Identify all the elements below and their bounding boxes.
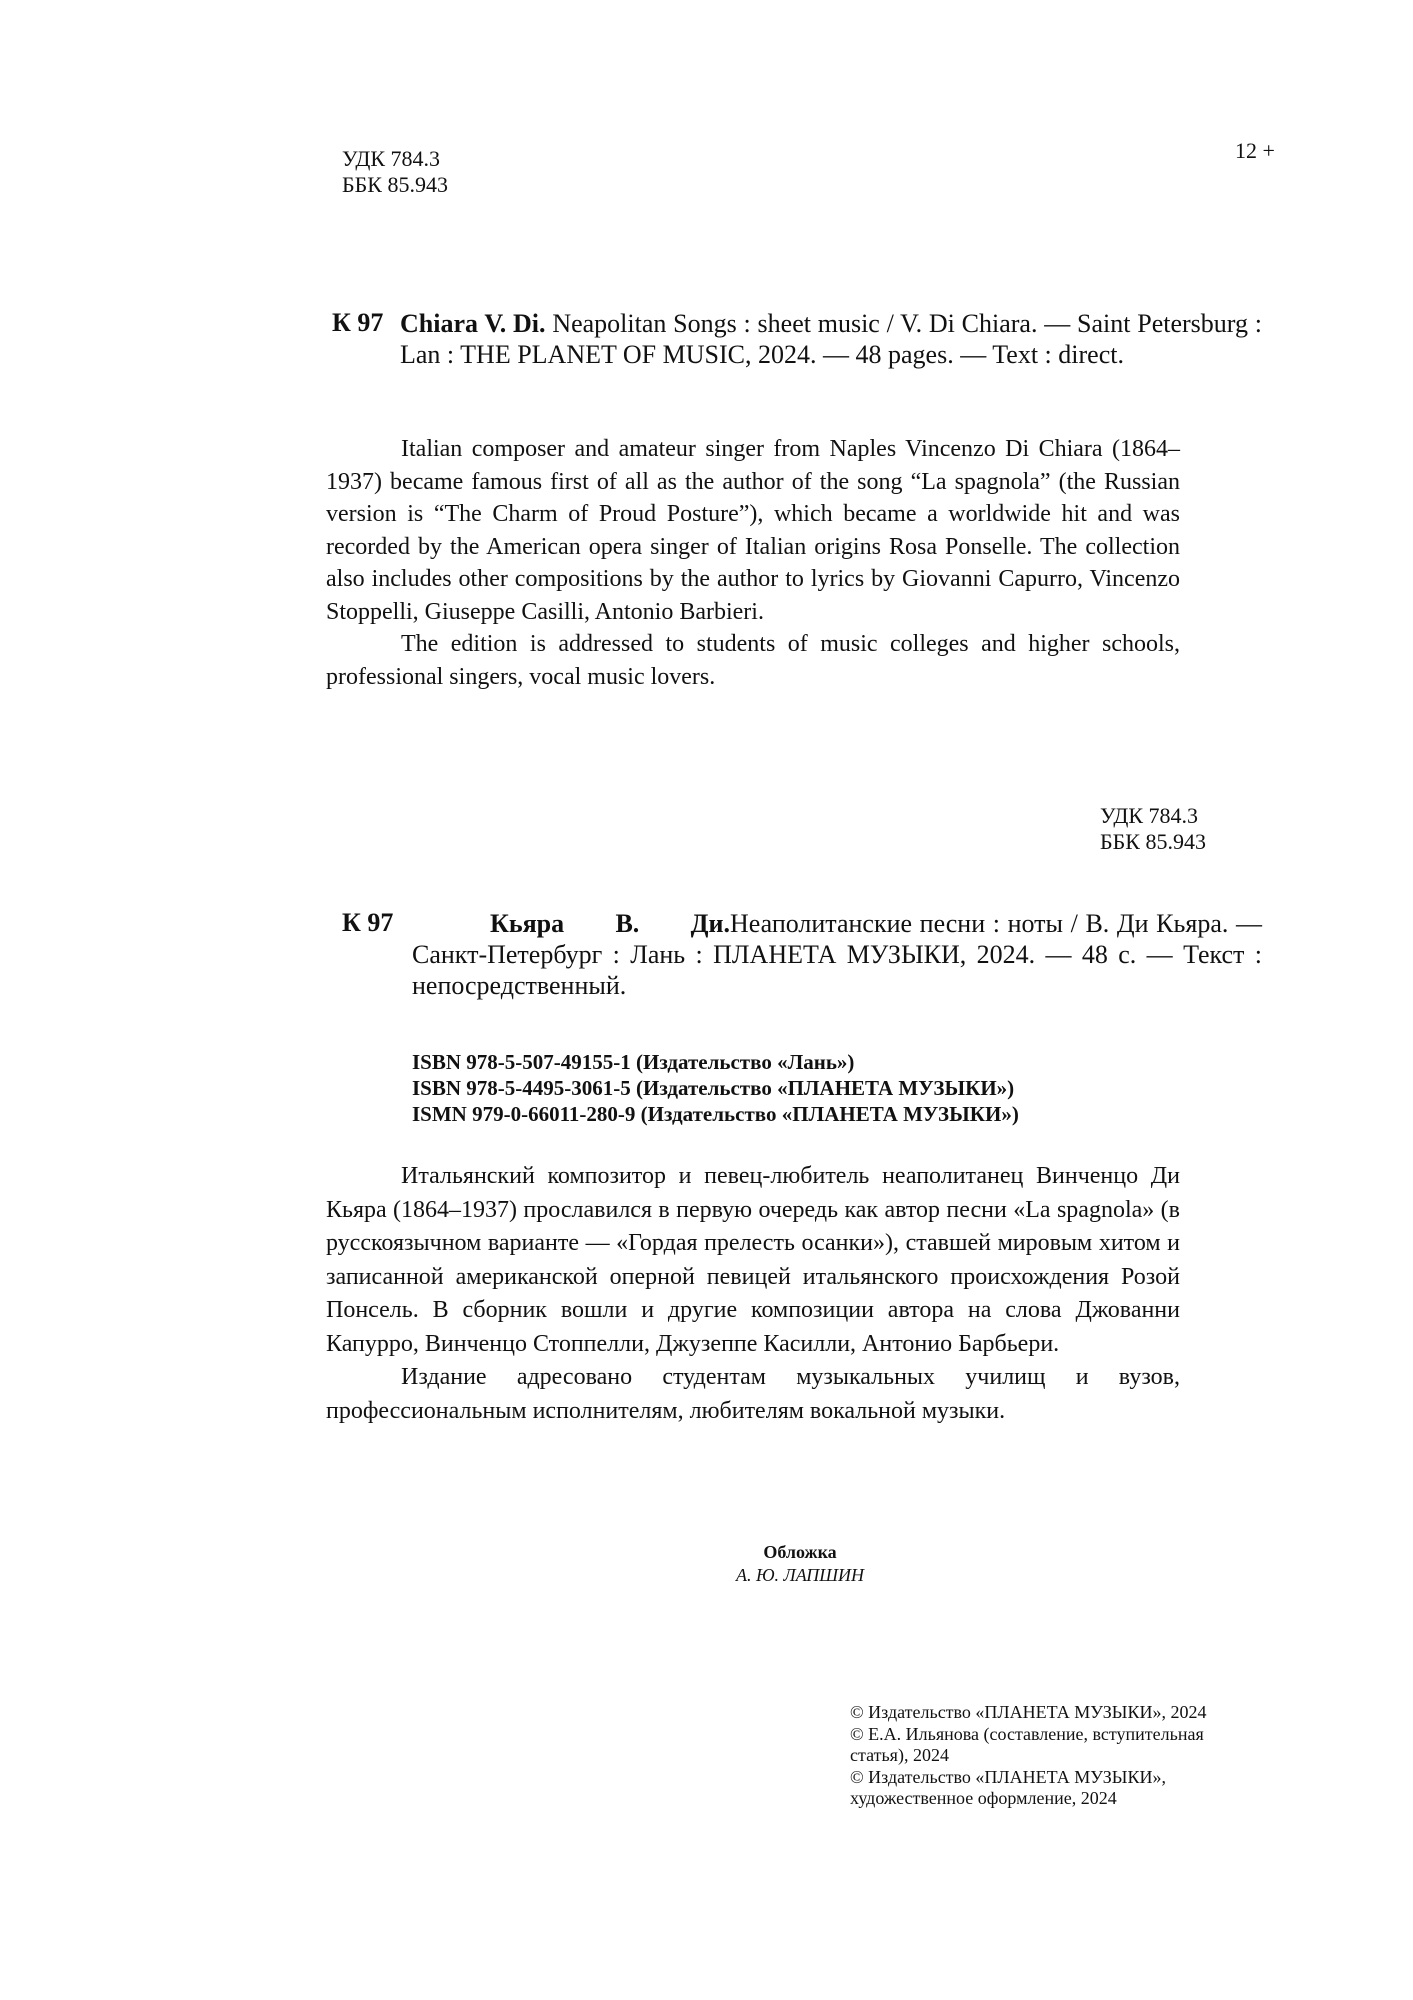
bbk-en: ББК 85.943: [342, 172, 448, 197]
isbn-list: [412, 1049, 1019, 1127]
annotation-en-p2: The edition is addressed to students of music colleges and higher schools, professional singers, vocal music lovers.: [326, 631, 1180, 690]
copyright-1: © Издательство «ПЛАНЕТА МУЗЫКИ», 2024: [850, 1702, 1207, 1722]
citation-ru: [412, 908, 1262, 1001]
citation-text-en: Neapolitan Songs : sheet music / V. Di Chiara. — Saint Petersburg : Lan : THE PLANET OF MUSIC, 2024. — 48 pages. — Text : direct.: [400, 309, 1262, 369]
age-rating: 12 +: [1235, 138, 1275, 163]
author-ru: Кьяра В. Ди.: [490, 909, 730, 938]
udk-en: УДК 784.3: [342, 146, 441, 171]
annotation-en-p1: Italian composer and amateur singer from Naples Vincenzo Di Chiara (1864–1937) became famous first of all as the author of the song “La spagnola” (the Russian version is “The Charm of Proud Posture”), which became a worldwide hit and was recorded by the American opera singer of Italian origins Rosa Ponselle. The collection also includes other compositions by the author to lyrics by Giovanni Capurro, Vincenzo Stoppelli, Giuseppe Casilli, Antonio Barbieri.: [326, 436, 1180, 625]
cover-label: Обложка: [763, 1542, 837, 1562]
code-ru: К 97: [342, 908, 394, 937]
code-en: К 97: [332, 308, 384, 337]
copyright-3: © Издательство «ПЛАНЕТА МУЗЫКИ», художественное оформление, 2024: [850, 1766, 1166, 1808]
cover-artist: А. Ю. ЛАПШИН: [735, 1565, 865, 1585]
citation-rest-ru: Санкт-Петербург : Лань : ПЛАНЕТА МУЗЫКИ, 2024. — 48 с. — Текст : непосредственный.: [412, 940, 1262, 1000]
citation-line1-ru: Неаполитанские песни : ноты / В. Ди Кьяра. —: [730, 909, 1262, 938]
isbn-2: ISBN 978-5-4495-3061-5 (Издательство «ПЛАНЕТА МУЗЫКИ»): [412, 1076, 1015, 1100]
isbn-1: ISBN 978-5-507-49155-1 (Издательство «Лань»): [412, 1050, 855, 1074]
udk-bbk-en: [342, 146, 448, 198]
copyright-2: © Е.А. Ильянова (составление, вступительная статья), 2024: [850, 1723, 1204, 1765]
bbk-ru: ББК 85.943: [1100, 829, 1206, 854]
citation-en: [400, 308, 1262, 370]
annotation-en: [326, 433, 1180, 693]
udk-ru: УДК 784.3: [1100, 803, 1199, 828]
udk-bbk-ru: [1100, 803, 1206, 855]
annotation-ru-p2: Издание адресовано студентам музыкальных училищ и вузов, профессиональным исполнителям, любителям вокальной музыки.: [326, 1364, 1180, 1424]
copyright-block: [850, 1702, 1250, 1810]
author-en: Chiara V. Di.: [400, 309, 546, 338]
ismn: ISMN 979-0-66011-280-9 (Издательство «ПЛАНЕТА МУЗЫКИ»): [412, 1102, 1019, 1126]
annotation-ru-p1: Итальянский композитор и певец-любитель неаполитанец Винченцо Ди Кьяра (1864–1937) прославился в первую очередь как автор песни «La spagnola» (в русскоязычном варианте — «Гордая прелесть осанки»), ставшей мировым хитом и записанной американской оперной певицей итальянского происхождения Розой Понсель. В сборник вошли и другие композиции автора на слова Джованни Капурро, Винченцо Стоппелли, Джузеппе Касилли, Антонио Барбьери.: [326, 1163, 1180, 1357]
annotation-ru: [326, 1160, 1180, 1428]
cover-credit: [700, 1541, 900, 1587]
